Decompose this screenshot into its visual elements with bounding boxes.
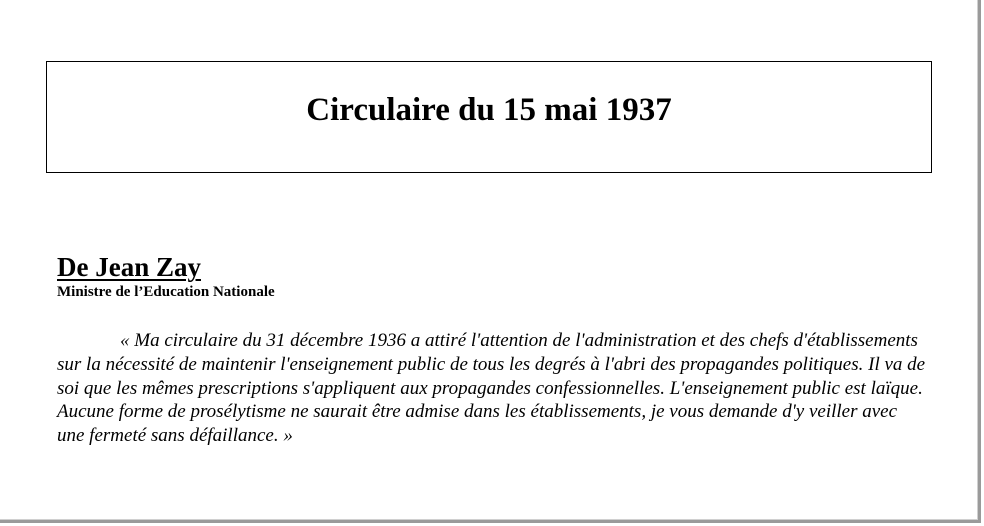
quote-paragraph: « Ma circulaire du 31 décembre 1936 a attiré l'attention de l'administration et des chefs d'établissements sur la nécessité de maintenir l'enseignement public de tous les degrés à l'abri des propagandes politiques. Il va de soi que les mêmes prescriptions s'appliquent aux propagandes confessionnelles. L'enseignement public est laïque. Aucune forme de prosélytisme ne saurait être admise dans les établissements, je vous demande d'y veiller avec une fermeté sans défaillance. » — [57, 330, 926, 447]
document-title: Circulaire du 15 mai 1937 — [306, 91, 672, 128]
title-box — [46, 61, 932, 173]
author-role: Ministre de l’Education Nationale — [57, 284, 275, 300]
author-name: De Jean Zay — [57, 252, 201, 282]
